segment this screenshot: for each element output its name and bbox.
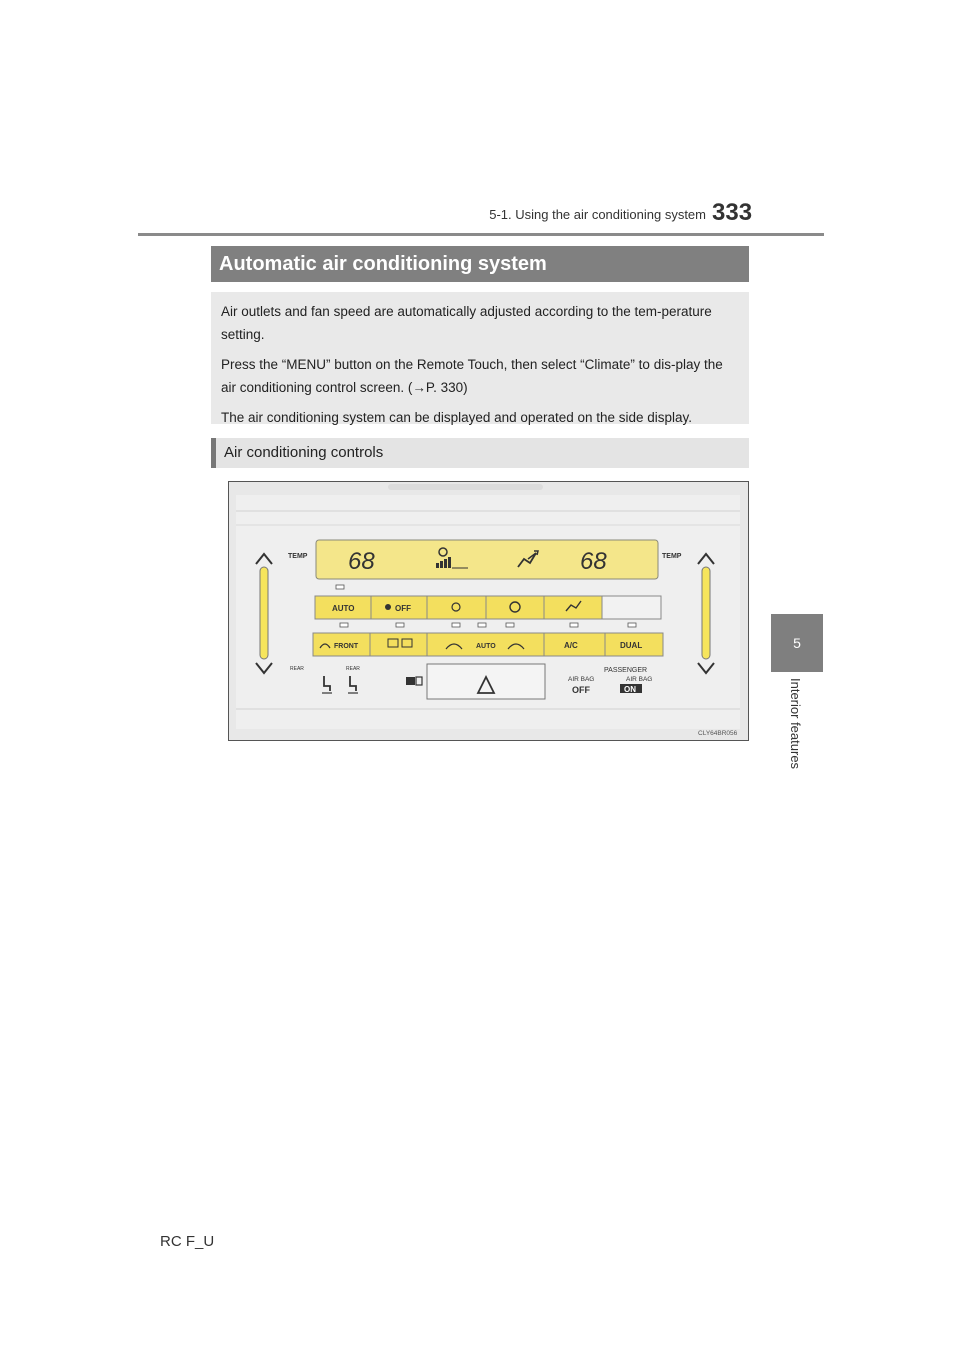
subsection-title: Air conditioning controls: [211, 438, 749, 468]
footer-model-code: RC F_U: [160, 1233, 215, 1250]
svg-text:AUTO: AUTO: [476, 643, 496, 650]
auto-button[interactable]: AUTO: [332, 604, 355, 613]
rear-label-right: REAR: [346, 666, 360, 672]
dual-button[interactable]: DUAL: [620, 641, 643, 650]
temp-label-right: TEMP: [662, 553, 682, 560]
figure-code: CLY64BR056: [698, 730, 738, 737]
temp-label-left: TEMP: [288, 553, 308, 560]
page-number: 333: [712, 199, 753, 226]
svg-text:FRONT: FRONT: [334, 643, 359, 650]
section-title: Automatic air conditioning system: [211, 246, 749, 282]
chapter-label: Interior features: [788, 678, 803, 770]
airbag-label-left: AIR BAG: [568, 676, 595, 683]
passenger-label: PASSENGER: [604, 667, 648, 674]
intro-paragraph: Press the “MENU” button on the Remote Touch, then select “Climate” to dis-play the air conditioning control screen. (→P. 330): [221, 357, 723, 395]
running-header-section: 5-1. Using the air conditioning system: [489, 207, 706, 222]
svg-text:OFF: OFF: [395, 604, 411, 613]
ac-button[interactable]: A/C: [564, 641, 578, 650]
rear-label-left: REAR: [290, 666, 304, 672]
airbag-label-right: AIR BAG: [626, 676, 653, 683]
display-temp-left: 68: [348, 548, 375, 575]
airbag-off-indicator: OFF: [572, 685, 590, 695]
header-rule: [138, 233, 824, 236]
intro-paragraph: The air conditioning system can be displayed and operated on the side display.: [221, 410, 693, 425]
intro-box: [211, 292, 749, 424]
display-temp-right: 68: [580, 548, 607, 575]
airbag-on-indicator: ON: [624, 685, 636, 694]
chapter-tab: 5: [771, 614, 823, 672]
ac-control-panel-illustration: [228, 481, 749, 741]
intro-paragraph: Air outlets and fan speed are automatically adjusted according to the tem-perature setting.: [221, 304, 712, 342]
